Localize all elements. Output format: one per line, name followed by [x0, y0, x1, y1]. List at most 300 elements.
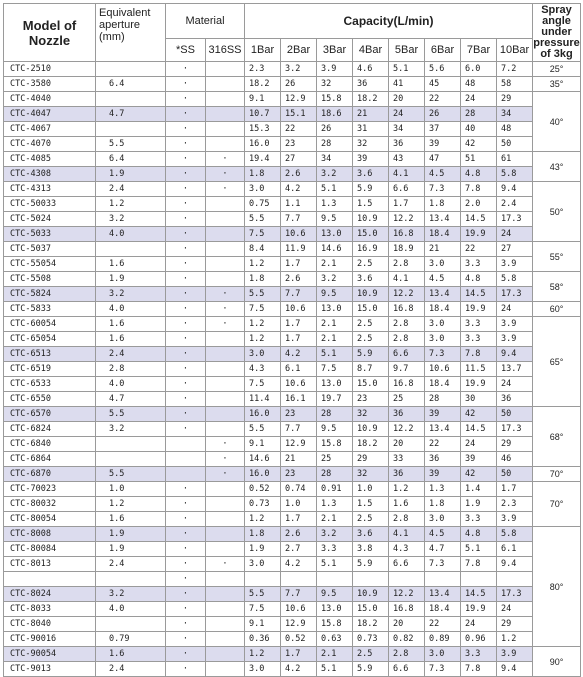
- ss316-cell: [206, 92, 245, 107]
- capacity-cell: 32: [353, 137, 389, 152]
- aperture-cell: 5.5: [96, 467, 166, 482]
- aperture-cell: 1.6: [96, 317, 166, 332]
- capacity-cell: 16.8: [389, 227, 425, 242]
- capacity-cell: 20: [389, 437, 425, 452]
- spray-angle-cell: 70°: [533, 467, 581, 482]
- capacity-cell: 6.1: [497, 542, 533, 557]
- table-row: [4, 482, 581, 497]
- capacity-cell: 0.91: [317, 482, 353, 497]
- capacity-cell: 2.8: [389, 332, 425, 347]
- capacity-cell: 27: [497, 242, 533, 257]
- capacity-cell: 7.5: [245, 377, 281, 392]
- capacity-cell: 39: [461, 452, 497, 467]
- model-cell: CTC-90016: [4, 632, 96, 647]
- table-row: [4, 392, 581, 407]
- header-bar: 3Bar: [317, 39, 353, 62]
- capacity-cell: [425, 572, 461, 587]
- model-cell: CTC-5033: [4, 227, 96, 242]
- capacity-cell: 7.5: [245, 602, 281, 617]
- model-cell: CTC-6533: [4, 377, 96, 392]
- ss-cell: ·: [166, 512, 206, 527]
- capacity-cell: 19.9: [461, 602, 497, 617]
- capacity-cell: 9.4: [497, 182, 533, 197]
- capacity-cell: 13.0: [317, 602, 353, 617]
- capacity-cell: 4.5: [425, 272, 461, 287]
- capacity-cell: 1.7: [389, 197, 425, 212]
- capacity-cell: 16.0: [245, 467, 281, 482]
- ss-cell: ·: [166, 617, 206, 632]
- capacity-cell: 3.3: [461, 257, 497, 272]
- aperture-cell: 5.5: [96, 137, 166, 152]
- ss316-cell: [206, 62, 245, 77]
- capacity-cell: 3.0: [425, 332, 461, 347]
- ss-cell: ·: [166, 317, 206, 332]
- capacity-cell: 1.0: [353, 482, 389, 497]
- capacity-cell: 2.5: [353, 647, 389, 662]
- spray-angle-cell: 43°: [533, 152, 581, 182]
- capacity-cell: 1.7: [281, 317, 317, 332]
- capacity-cell: 24: [497, 227, 533, 242]
- capacity-cell: 34: [317, 152, 353, 167]
- capacity-cell: 4.6: [353, 62, 389, 77]
- header-model: Model of Nozzle: [4, 4, 96, 62]
- capacity-cell: 3.0: [245, 557, 281, 572]
- ss316-cell: [206, 347, 245, 362]
- capacity-cell: 24: [497, 302, 533, 317]
- table-row: [4, 257, 581, 272]
- ss-cell: [166, 437, 206, 452]
- model-cell: CTC-70023: [4, 482, 96, 497]
- capacity-cell: 7.7: [281, 587, 317, 602]
- capacity-cell: 1.2: [245, 257, 281, 272]
- capacity-cell: 7.8: [461, 182, 497, 197]
- aperture-cell: 1.6: [96, 647, 166, 662]
- aperture-cell: 4.0: [96, 377, 166, 392]
- ss316-cell: [206, 257, 245, 272]
- aperture-cell: 1.6: [96, 512, 166, 527]
- capacity-cell: 7.8: [461, 347, 497, 362]
- capacity-cell: 2.3: [497, 497, 533, 512]
- table-body: [4, 62, 581, 677]
- ss-cell: ·: [166, 122, 206, 137]
- capacity-cell: [245, 572, 281, 587]
- ss-cell: ·: [166, 227, 206, 242]
- capacity-cell: 5.9: [353, 662, 389, 677]
- capacity-cell: 61: [497, 152, 533, 167]
- capacity-cell: 2.3: [245, 62, 281, 77]
- model-cell: CTC-6550: [4, 392, 96, 407]
- capacity-cell: 5.8: [497, 272, 533, 287]
- model-cell: CTC-8033: [4, 602, 96, 617]
- ss-cell: ·: [166, 272, 206, 287]
- model-cell: CTC-6870: [4, 467, 96, 482]
- ss-cell: ·: [166, 602, 206, 617]
- capacity-cell: 1.0: [281, 497, 317, 512]
- capacity-cell: 26: [281, 77, 317, 92]
- ss-cell: ·: [166, 92, 206, 107]
- capacity-cell: 2.5: [353, 512, 389, 527]
- capacity-cell: 16.8: [389, 377, 425, 392]
- ss316-cell: ·: [206, 182, 245, 197]
- capacity-cell: 28: [425, 392, 461, 407]
- aperture-cell: 4.7: [96, 107, 166, 122]
- header-aperture: Equivalent aperture (mm): [96, 4, 166, 62]
- capacity-cell: 3.3: [461, 332, 497, 347]
- table-row: [4, 587, 581, 602]
- capacity-cell: 24: [497, 602, 533, 617]
- capacity-cell: 36: [389, 407, 425, 422]
- capacity-cell: 37: [425, 122, 461, 137]
- capacity-cell: 22: [281, 122, 317, 137]
- capacity-cell: 2.5: [353, 317, 389, 332]
- capacity-cell: 2.1: [317, 332, 353, 347]
- capacity-cell: 31: [353, 122, 389, 137]
- capacity-cell: 15.0: [353, 227, 389, 242]
- ss316-cell: [206, 647, 245, 662]
- capacity-cell: 11.9: [281, 242, 317, 257]
- ss316-cell: [206, 632, 245, 647]
- ss316-cell: ·: [206, 437, 245, 452]
- capacity-cell: 3.0: [245, 662, 281, 677]
- header-capacity: Capacity(L/min): [245, 4, 533, 39]
- capacity-cell: 3.2: [317, 527, 353, 542]
- capacity-cell: 15.0: [353, 377, 389, 392]
- capacity-cell: 0.74: [281, 482, 317, 497]
- capacity-cell: 33: [389, 452, 425, 467]
- ss316-cell: [206, 77, 245, 92]
- capacity-cell: 3.8: [353, 542, 389, 557]
- model-cell: CTC-4070: [4, 137, 96, 152]
- capacity-cell: 1.5: [353, 197, 389, 212]
- ss-cell: ·: [166, 287, 206, 302]
- capacity-cell: 1.9: [461, 497, 497, 512]
- aperture-cell: 3.2: [96, 212, 166, 227]
- ss-cell: ·: [166, 377, 206, 392]
- capacity-cell: 13.0: [317, 227, 353, 242]
- ss316-cell: ·: [206, 317, 245, 332]
- header-spray-angle: Spray angle under pressure of 3kg: [533, 4, 580, 60]
- aperture-cell: 2.4: [96, 347, 166, 362]
- aperture-cell: 1.6: [96, 257, 166, 272]
- capacity-cell: 7.7: [281, 422, 317, 437]
- capacity-cell: 1.3: [425, 482, 461, 497]
- aperture-cell: 3.2: [96, 287, 166, 302]
- capacity-cell: 4.2: [281, 662, 317, 677]
- capacity-cell: 7.3: [425, 182, 461, 197]
- capacity-cell: [317, 572, 353, 587]
- table-row: [4, 317, 581, 332]
- capacity-cell: 46: [497, 452, 533, 467]
- capacity-cell: 4.8: [461, 272, 497, 287]
- capacity-cell: 13.4: [425, 287, 461, 302]
- capacity-cell: 20: [389, 92, 425, 107]
- ss316-cell: [206, 617, 245, 632]
- table-row: [4, 422, 581, 437]
- capacity-cell: 29: [497, 92, 533, 107]
- capacity-cell: 10.6: [281, 227, 317, 242]
- table-row: [4, 287, 581, 302]
- capacity-cell: 5.8: [497, 167, 533, 182]
- model-cell: CTC-6840: [4, 437, 96, 452]
- ss316-cell: [206, 392, 245, 407]
- model-cell: CTC-4040: [4, 92, 96, 107]
- table-row: [4, 212, 581, 227]
- capacity-cell: 1.2: [245, 317, 281, 332]
- table-row: [4, 227, 581, 242]
- ss-cell: ·: [166, 182, 206, 197]
- aperture-cell: [96, 92, 166, 107]
- capacity-cell: 39: [425, 467, 461, 482]
- capacity-cell: 19.9: [461, 227, 497, 242]
- capacity-cell: 7.7: [281, 287, 317, 302]
- ss316-cell: [206, 197, 245, 212]
- table-row: [4, 557, 581, 572]
- capacity-cell: 32: [317, 77, 353, 92]
- spray-angle-cell: 80°: [533, 527, 581, 647]
- capacity-cell: 14.5: [461, 587, 497, 602]
- capacity-cell: 16.8: [389, 602, 425, 617]
- table-row: [4, 467, 581, 482]
- capacity-cell: 3.9: [497, 257, 533, 272]
- header-ss: *SS: [166, 39, 206, 62]
- header-316ss: 316SS: [206, 39, 245, 62]
- ss-cell: ·: [166, 77, 206, 92]
- capacity-cell: 1.3: [317, 497, 353, 512]
- capacity-cell: 28: [317, 407, 353, 422]
- capacity-cell: 12.2: [389, 422, 425, 437]
- capacity-cell: 9.5: [317, 587, 353, 602]
- capacity-cell: 23: [281, 467, 317, 482]
- aperture-cell: [96, 122, 166, 137]
- capacity-cell: 12.9: [281, 437, 317, 452]
- capacity-cell: 1.5: [353, 497, 389, 512]
- capacity-cell: 13.4: [425, 422, 461, 437]
- model-cell: CTC-6519: [4, 362, 96, 377]
- capacity-cell: 3.3: [461, 512, 497, 527]
- model-cell: CTC-4085: [4, 152, 96, 167]
- capacity-cell: 3.0: [425, 512, 461, 527]
- capacity-cell: 2.1: [317, 512, 353, 527]
- table-row: [4, 92, 581, 107]
- capacity-cell: [353, 572, 389, 587]
- capacity-cell: 24: [497, 377, 533, 392]
- capacity-cell: 14.5: [461, 422, 497, 437]
- ss-cell: ·: [166, 422, 206, 437]
- capacity-cell: 18.9: [389, 242, 425, 257]
- model-cell: CTC-8024: [4, 587, 96, 602]
- capacity-cell: 3.6: [353, 167, 389, 182]
- ss-cell: ·: [166, 302, 206, 317]
- capacity-cell: 0.82: [389, 632, 425, 647]
- capacity-cell: 42: [461, 467, 497, 482]
- capacity-cell: 10.9: [353, 587, 389, 602]
- capacity-cell: 22: [461, 242, 497, 257]
- capacity-cell: 2.4: [497, 197, 533, 212]
- ss316-cell: [206, 272, 245, 287]
- capacity-cell: 4.2: [281, 182, 317, 197]
- capacity-cell: 2.8: [389, 512, 425, 527]
- capacity-cell: 24: [389, 107, 425, 122]
- capacity-cell: 3.9: [317, 62, 353, 77]
- spray-angle-cell: 40°: [533, 92, 581, 152]
- capacity-cell: 13.4: [425, 212, 461, 227]
- capacity-cell: 17.3: [497, 587, 533, 602]
- capacity-cell: 2.6: [281, 167, 317, 182]
- capacity-cell: 25: [317, 452, 353, 467]
- ss-cell: ·: [166, 152, 206, 167]
- capacity-cell: 5.5: [245, 587, 281, 602]
- ss316-cell: [206, 587, 245, 602]
- aperture-cell: 5.5: [96, 407, 166, 422]
- model-cell: CTC-65054: [4, 332, 96, 347]
- capacity-cell: 7.2: [497, 62, 533, 77]
- capacity-cell: 19.7: [317, 392, 353, 407]
- capacity-cell: 1.7: [281, 332, 317, 347]
- ss316-cell: ·: [206, 467, 245, 482]
- table-row: [4, 107, 581, 122]
- capacity-cell: 32: [353, 467, 389, 482]
- capacity-cell: 7.7: [281, 212, 317, 227]
- capacity-cell: 3.6: [353, 527, 389, 542]
- capacity-cell: 34: [497, 107, 533, 122]
- model-cell: CTC-5508: [4, 272, 96, 287]
- capacity-cell: 22: [425, 617, 461, 632]
- model-cell: CTC-4308: [4, 167, 96, 182]
- capacity-cell: 10.9: [353, 212, 389, 227]
- capacity-cell: 2.8: [389, 647, 425, 662]
- model-cell: CTC-50033: [4, 197, 96, 212]
- capacity-cell: 2.6: [281, 527, 317, 542]
- model-cell: CTC-80084: [4, 542, 96, 557]
- capacity-cell: 19.9: [461, 377, 497, 392]
- table-row: [4, 167, 581, 182]
- capacity-cell: 9.5: [317, 287, 353, 302]
- capacity-cell: 34: [389, 122, 425, 137]
- capacity-cell: 6.6: [389, 182, 425, 197]
- capacity-cell: 18.4: [425, 377, 461, 392]
- model-cell: CTC-6570: [4, 407, 96, 422]
- header-bar: 1Bar: [245, 39, 281, 62]
- aperture-cell: 1.0: [96, 482, 166, 497]
- model-cell: CTC-9013: [4, 662, 96, 677]
- model-cell: CTC-5824: [4, 287, 96, 302]
- model-cell: CTC-55054: [4, 257, 96, 272]
- capacity-cell: 45: [425, 77, 461, 92]
- header-bar: 4Bar: [353, 39, 389, 62]
- capacity-cell: 9.4: [497, 347, 533, 362]
- capacity-cell: 9.1: [245, 617, 281, 632]
- capacity-cell: 16.8: [389, 302, 425, 317]
- capacity-cell: 4.2: [281, 557, 317, 572]
- spray-angle-cell: 58°: [533, 272, 581, 302]
- ss-cell: ·: [166, 662, 206, 677]
- aperture-cell: [96, 452, 166, 467]
- capacity-cell: 4.2: [281, 347, 317, 362]
- ss-cell: ·: [166, 407, 206, 422]
- capacity-cell: 5.1: [317, 182, 353, 197]
- capacity-cell: 2.1: [317, 317, 353, 332]
- capacity-cell: 3.0: [245, 347, 281, 362]
- table-row: [4, 632, 581, 647]
- table-row: [4, 617, 581, 632]
- ss-cell: ·: [166, 587, 206, 602]
- aperture-cell: 1.2: [96, 197, 166, 212]
- ss-cell: ·: [166, 362, 206, 377]
- capacity-cell: 0.52: [281, 632, 317, 647]
- aperture-cell: 1.9: [96, 167, 166, 182]
- capacity-cell: 1.8: [245, 167, 281, 182]
- ss-cell: ·: [166, 212, 206, 227]
- capacity-cell: 2.5: [353, 257, 389, 272]
- capacity-cell: 6.6: [389, 347, 425, 362]
- capacity-cell: 29: [497, 437, 533, 452]
- capacity-cell: 39: [353, 152, 389, 167]
- capacity-cell: 5.1: [317, 662, 353, 677]
- capacity-cell: 5.1: [317, 557, 353, 572]
- ss316-cell: [206, 212, 245, 227]
- table-row: [4, 152, 581, 167]
- table-row: [4, 242, 581, 257]
- spray-angle-cell: 35°: [533, 77, 581, 92]
- capacity-cell: 7.3: [425, 557, 461, 572]
- capacity-cell: 1.1: [281, 197, 317, 212]
- capacity-cell: 9.5: [317, 422, 353, 437]
- ss316-cell: [206, 377, 245, 392]
- capacity-cell: 23: [281, 407, 317, 422]
- capacity-cell: 51: [461, 152, 497, 167]
- table-row: [4, 197, 581, 212]
- capacity-cell: 10.6: [281, 302, 317, 317]
- ss316-cell: ·: [206, 452, 245, 467]
- aperture-cell: 6.4: [96, 152, 166, 167]
- ss316-cell: [206, 242, 245, 257]
- model-cell: CTC-2510: [4, 62, 96, 77]
- aperture-cell: 3.2: [96, 422, 166, 437]
- capacity-cell: 2.1: [317, 257, 353, 272]
- capacity-cell: 2.1: [317, 647, 353, 662]
- capacity-cell: [461, 572, 497, 587]
- ss316-cell: [206, 527, 245, 542]
- capacity-cell: 1.2: [245, 647, 281, 662]
- model-cell: CTC-3580: [4, 77, 96, 92]
- ss316-cell: ·: [206, 167, 245, 182]
- capacity-cell: 10.9: [353, 287, 389, 302]
- capacity-cell: 3.6: [353, 272, 389, 287]
- capacity-cell: 9.4: [497, 557, 533, 572]
- capacity-cell: 50: [497, 407, 533, 422]
- capacity-cell: 4.8: [461, 527, 497, 542]
- ss316-cell: [206, 362, 245, 377]
- aperture-cell: 4.0: [96, 302, 166, 317]
- capacity-cell: 15.8: [317, 92, 353, 107]
- model-cell: CTC-5037: [4, 242, 96, 257]
- capacity-cell: 4.8: [461, 167, 497, 182]
- table-row: [4, 77, 581, 92]
- capacity-cell: 1.8: [425, 197, 461, 212]
- capacity-cell: 5.6: [425, 62, 461, 77]
- capacity-cell: 4.3: [245, 362, 281, 377]
- aperture-cell: [96, 617, 166, 632]
- capacity-cell: 23: [353, 392, 389, 407]
- capacity-cell: 36: [389, 467, 425, 482]
- table-row: [4, 62, 581, 77]
- capacity-cell: 1.7: [281, 647, 317, 662]
- capacity-cell: 9.1: [245, 92, 281, 107]
- capacity-cell: 7.3: [425, 662, 461, 677]
- capacity-cell: 26: [317, 122, 353, 137]
- capacity-cell: 19.9: [461, 302, 497, 317]
- table-row: [4, 407, 581, 422]
